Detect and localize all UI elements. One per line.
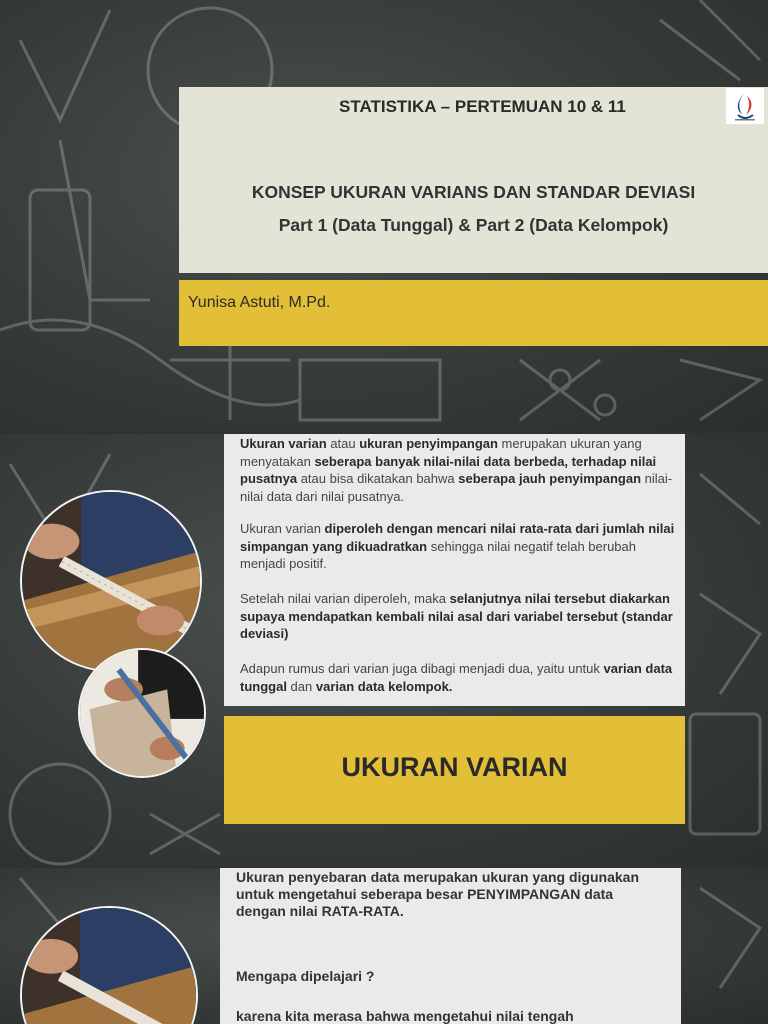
bold-text-run: varian data tunggal [240, 661, 673, 694]
photo-measuring-paper [78, 648, 206, 778]
paragraph-reason: karena kita merasa bahwa mengetahui nilai tengah [236, 1008, 574, 1024]
bold-text-run: Ukuran varian [240, 436, 327, 451]
slide-subtitle: Part 1 (Data Tunggal) & Part 2 (Data Kelompok) [278, 215, 669, 235]
bold-text-run: diperoleh dengan mencari nilai rata-rata dari jumlah nilai simpangan yang dikuadratkan [240, 521, 675, 554]
section-band [224, 716, 685, 824]
slide-ukuran-penyebaran [0, 868, 768, 1024]
paragraph-definition [240, 435, 680, 505]
text-run: sehingga nilai negatif telah berubah menjadi positif. [240, 538, 636, 571]
title-panel [179, 87, 768, 273]
text-run: Setelah nilai varian diperoleh, maka [240, 591, 450, 606]
paragraph-spread-definition: Ukuran penyebaran data merupakan ukuran yang digunakan untuk mengetahui seberapa besar PENYIMPANGAN data dengan nilai RATA-RATA. [236, 869, 639, 919]
text-run: dan [286, 678, 316, 694]
section-title: UKURAN VARIAN [341, 752, 568, 782]
photo-tape-measure [20, 490, 202, 672]
bold-text-run: ukuran penyimpangan [359, 436, 498, 451]
bold-text-run: varian data kelompok. [315, 678, 453, 694]
paragraph-why-question: Mengapa dipelajari ? [236, 968, 375, 984]
text-run: Adapun rumus dari varian juga dibagi menjadi dua, yaitu untuk [240, 661, 604, 676]
text-run: atau [326, 436, 360, 451]
explanation-panel [224, 434, 685, 706]
paragraph-standard-deviation [240, 590, 680, 643]
paragraph-how-obtained [240, 520, 680, 573]
text-run: Ukuran varian [240, 521, 325, 536]
bold-text-run: seberapa jauh penyimpangan [458, 471, 642, 486]
bold-text-run: seberapa banyak nilai-nilai data berbeda, terhadap nilai pusatnya [240, 453, 657, 486]
text-run: nilai-nilai data dari nilai pusatnya. [240, 471, 673, 504]
text-run: atau bisa dikatakan bahwa [297, 471, 459, 486]
bold-text-run: selanjutnya nilai tersebut diakarkan supaya mendapatkan kembali nilai asal dari variabel tersebut (standar deviasi) [240, 591, 673, 641]
slide-title [0, 0, 768, 432]
spread-explanation-panel [220, 868, 681, 1024]
slide-ukuran-varian [0, 434, 768, 866]
text-run: merupakan ukuran yang menyatakan [240, 436, 642, 469]
campus-logo-icon [726, 88, 764, 124]
author-band [179, 280, 768, 346]
author-name: Yunisa Astuti, M.Pd. [188, 294, 331, 311]
paragraph-formula-types [240, 660, 680, 695]
course-subject: STATISTIKA – PERTEMUAN 10 & 11 [339, 97, 626, 116]
slide-main-title: KONSEP UKURAN VARIANS DAN STANDAR DEVIASI [251, 182, 696, 202]
